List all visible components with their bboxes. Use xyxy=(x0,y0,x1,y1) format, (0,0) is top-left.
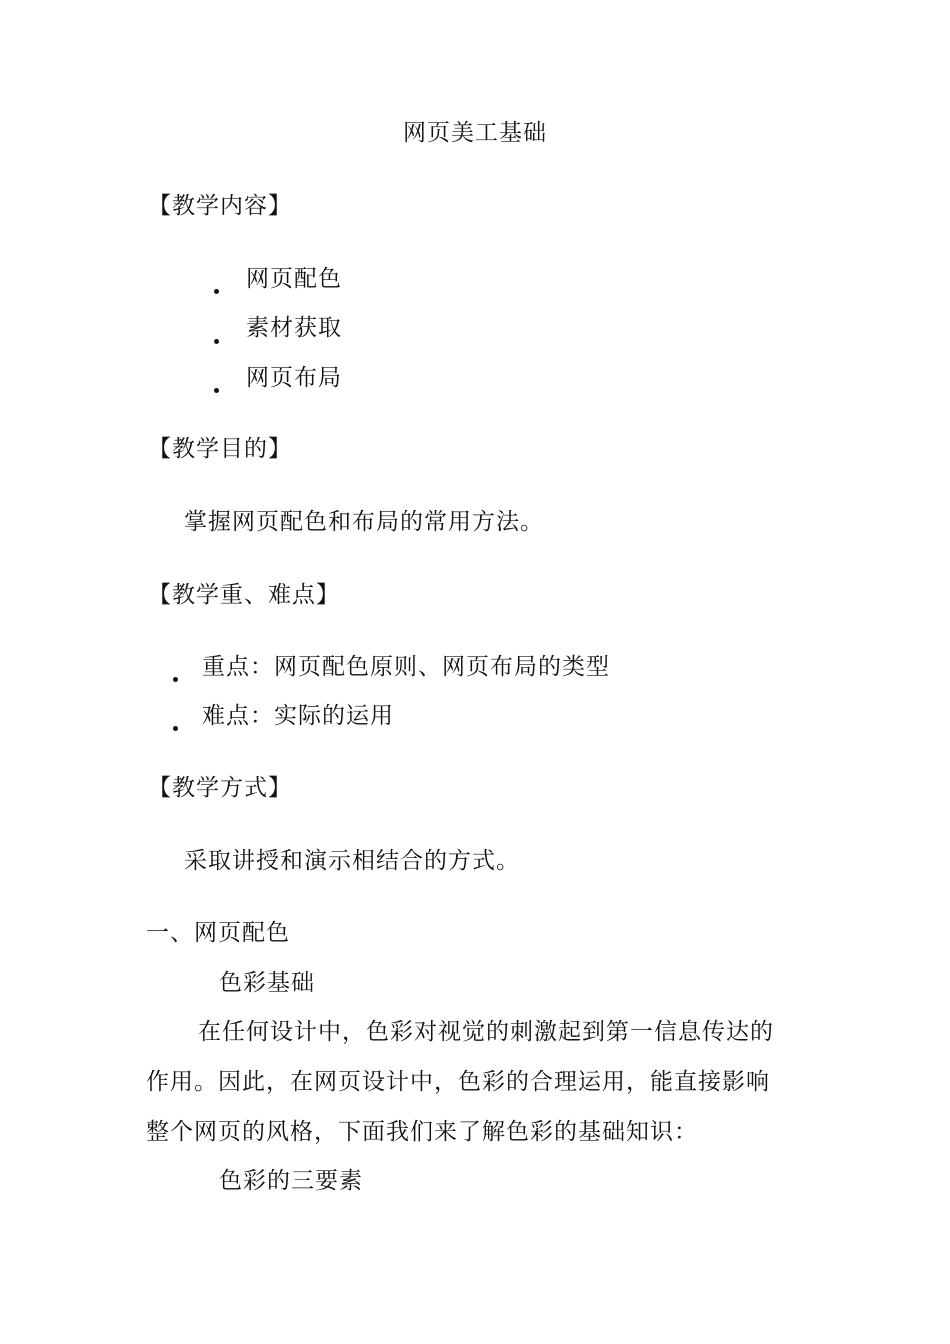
bullet-icon xyxy=(214,388,219,393)
method-text: 采取讲授和演示相结合的方式。 xyxy=(184,848,520,874)
list-item: 素材获取 xyxy=(246,315,342,341)
subheading: 色彩的三要素 xyxy=(219,1168,363,1194)
bullet-icon xyxy=(214,289,219,294)
document-title: 网页美工基础 xyxy=(403,120,547,146)
goal-text: 掌握网页配色和布局的常用方法。 xyxy=(184,509,544,535)
bullet-icon xyxy=(173,677,178,682)
subheading: 色彩基础 xyxy=(219,970,315,996)
paragraph-line: 作用。因此，在网页设计中，色彩的合理运用，能直接影响 xyxy=(146,1069,770,1095)
section-heading-goal: 【教学目的】 xyxy=(148,436,292,462)
bullet-icon xyxy=(173,726,178,731)
list-item: 难点：实际的运用 xyxy=(202,703,394,729)
list-item: 重点：网页配色原则、网页布局的类型 xyxy=(202,654,610,680)
chapter-heading: 一、网页配色 xyxy=(146,920,290,946)
section-heading-key-points: 【教学重、难点】 xyxy=(148,582,340,608)
list-item: 网页配色 xyxy=(246,266,342,292)
section-heading-method: 【教学方式】 xyxy=(148,775,292,801)
paragraph-line: 整个网页的风格，下面我们来了解色彩的基础知识： xyxy=(146,1119,698,1145)
section-heading-content: 【教学内容】 xyxy=(148,193,292,219)
paragraph-line: 在任何设计中，色彩对视觉的刺激起到第一信息传达的 xyxy=(198,1019,774,1045)
list-item: 网页布局 xyxy=(246,365,342,391)
bullet-icon xyxy=(214,339,219,344)
